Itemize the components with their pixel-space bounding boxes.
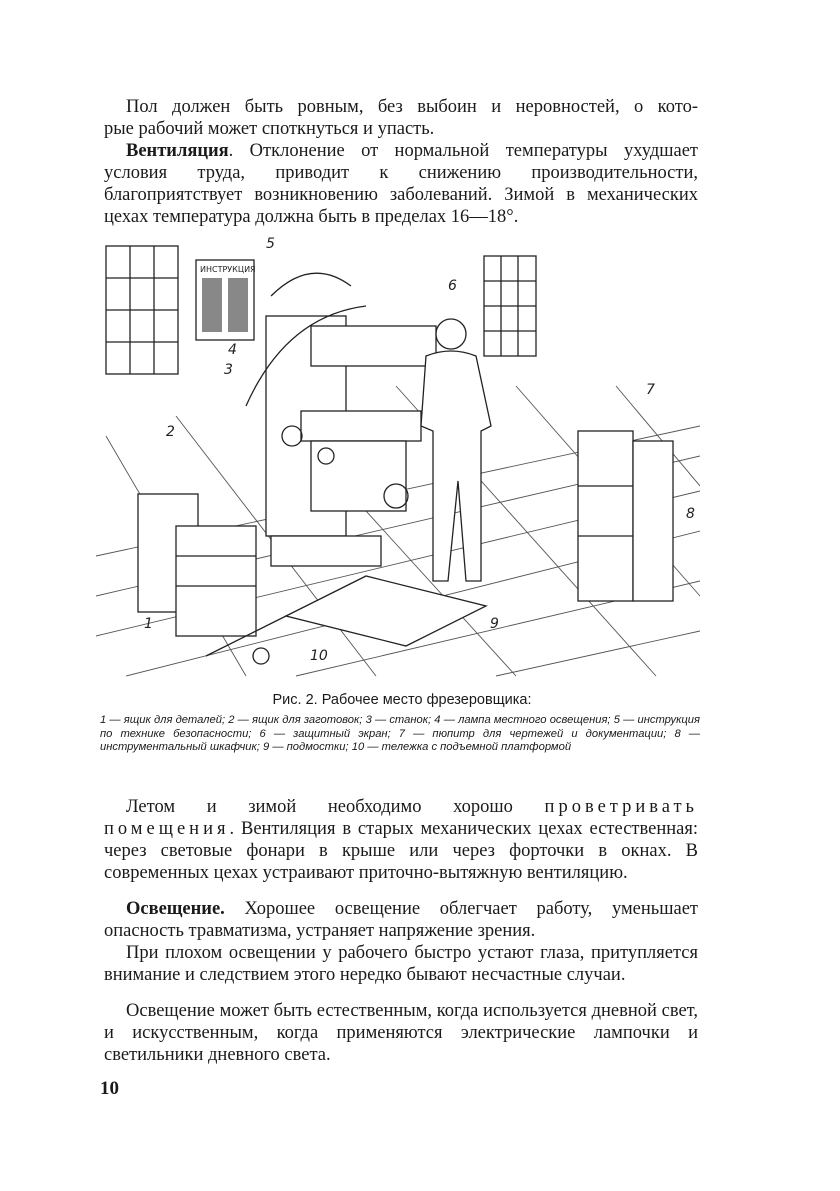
label-10: 10 bbox=[310, 648, 328, 664]
label-8: 8 bbox=[686, 506, 695, 522]
lighting-text: Хорошее освещение облегчает работу, уменьшает опасность травматизма, устраняет напряжение зрения. bbox=[104, 899, 698, 941]
poor-lighting-paragraph: При плохом освещении у рабочего быстро устают глаза, притупляется внимание и следствием этого нередко бывают несчастные случаи. bbox=[104, 943, 698, 985]
ventilation-heading: Вентиляция bbox=[126, 141, 229, 161]
airing-paragraph bbox=[104, 796, 698, 884]
right-window bbox=[484, 256, 536, 356]
label-7: 7 bbox=[646, 382, 655, 398]
ventilation-text: . Отклонение от нормальной температуры ухудшает условия труда, приводит к снижению производительности, благоприятствует возникновению заболеваний. Зимой в механических цехах температура должна быть в пределах 16—18°. bbox=[104, 141, 698, 227]
left-window bbox=[106, 246, 178, 374]
label-3: 3 bbox=[224, 362, 233, 378]
intro-line-1: Пол должен быть ровным, без выбоин и неровностей, о кото- bbox=[126, 97, 698, 117]
label-9: 9 bbox=[490, 616, 499, 632]
airing-text-after: . Вентиляция в старых механических цехах естественная: через световые фонари в крыше или через форточки в окнах. В современных цехах устраивают приточно-вытяжную вентиляцию. bbox=[104, 819, 698, 883]
label-2: 2 bbox=[166, 424, 175, 440]
airing-text-before: Летом и зимой необходимо хорошо bbox=[126, 797, 545, 817]
lighting-paragraph bbox=[104, 898, 698, 942]
poster-text: ИНСТРУКЦИЯ bbox=[200, 265, 256, 274]
label-5: 5 bbox=[266, 236, 275, 252]
page-number: 10 bbox=[100, 1078, 119, 1099]
airing-spaced-emphasis: проветривать помещения bbox=[104, 797, 698, 839]
figure-caption: Рис. 2. Рабочее место фрезеровщика: bbox=[272, 692, 532, 708]
label-1: 1 bbox=[144, 616, 153, 632]
instruction-poster bbox=[196, 260, 256, 340]
milling-machine bbox=[246, 273, 436, 566]
parts-box bbox=[138, 494, 256, 636]
intro-paragraph bbox=[104, 96, 698, 140]
milling-workplace-figure bbox=[96, 236, 700, 678]
ventilation-paragraph bbox=[104, 140, 698, 228]
worker-figure bbox=[421, 319, 491, 581]
figure-legend: 1 — ящик для деталей; 2 — ящик для заготовок; 3 — станок; 4 — лампа местного освещения; 5 — инструкция по технике безопасности; 6 — защитный экран; 7 — пюпитр для чертежей и документации; 8 — инструментальный шкафчик; 9 — подмостки; 10 — тележка с подъемной платформой bbox=[100, 714, 700, 753]
tool-cabinet bbox=[578, 431, 673, 601]
light-types-paragraph: Освещение может быть естественным, когда используется дневной свет, и искусственным, когда применяются электрические лампочки и светильники дневного света. bbox=[104, 1001, 698, 1065]
label-4: 4 bbox=[228, 342, 237, 358]
label-6: 6 bbox=[448, 278, 457, 294]
lighting-heading: Освещение. bbox=[126, 899, 225, 919]
intro-line-2: рые рабочий может споткнуться и упасть. bbox=[104, 119, 435, 139]
